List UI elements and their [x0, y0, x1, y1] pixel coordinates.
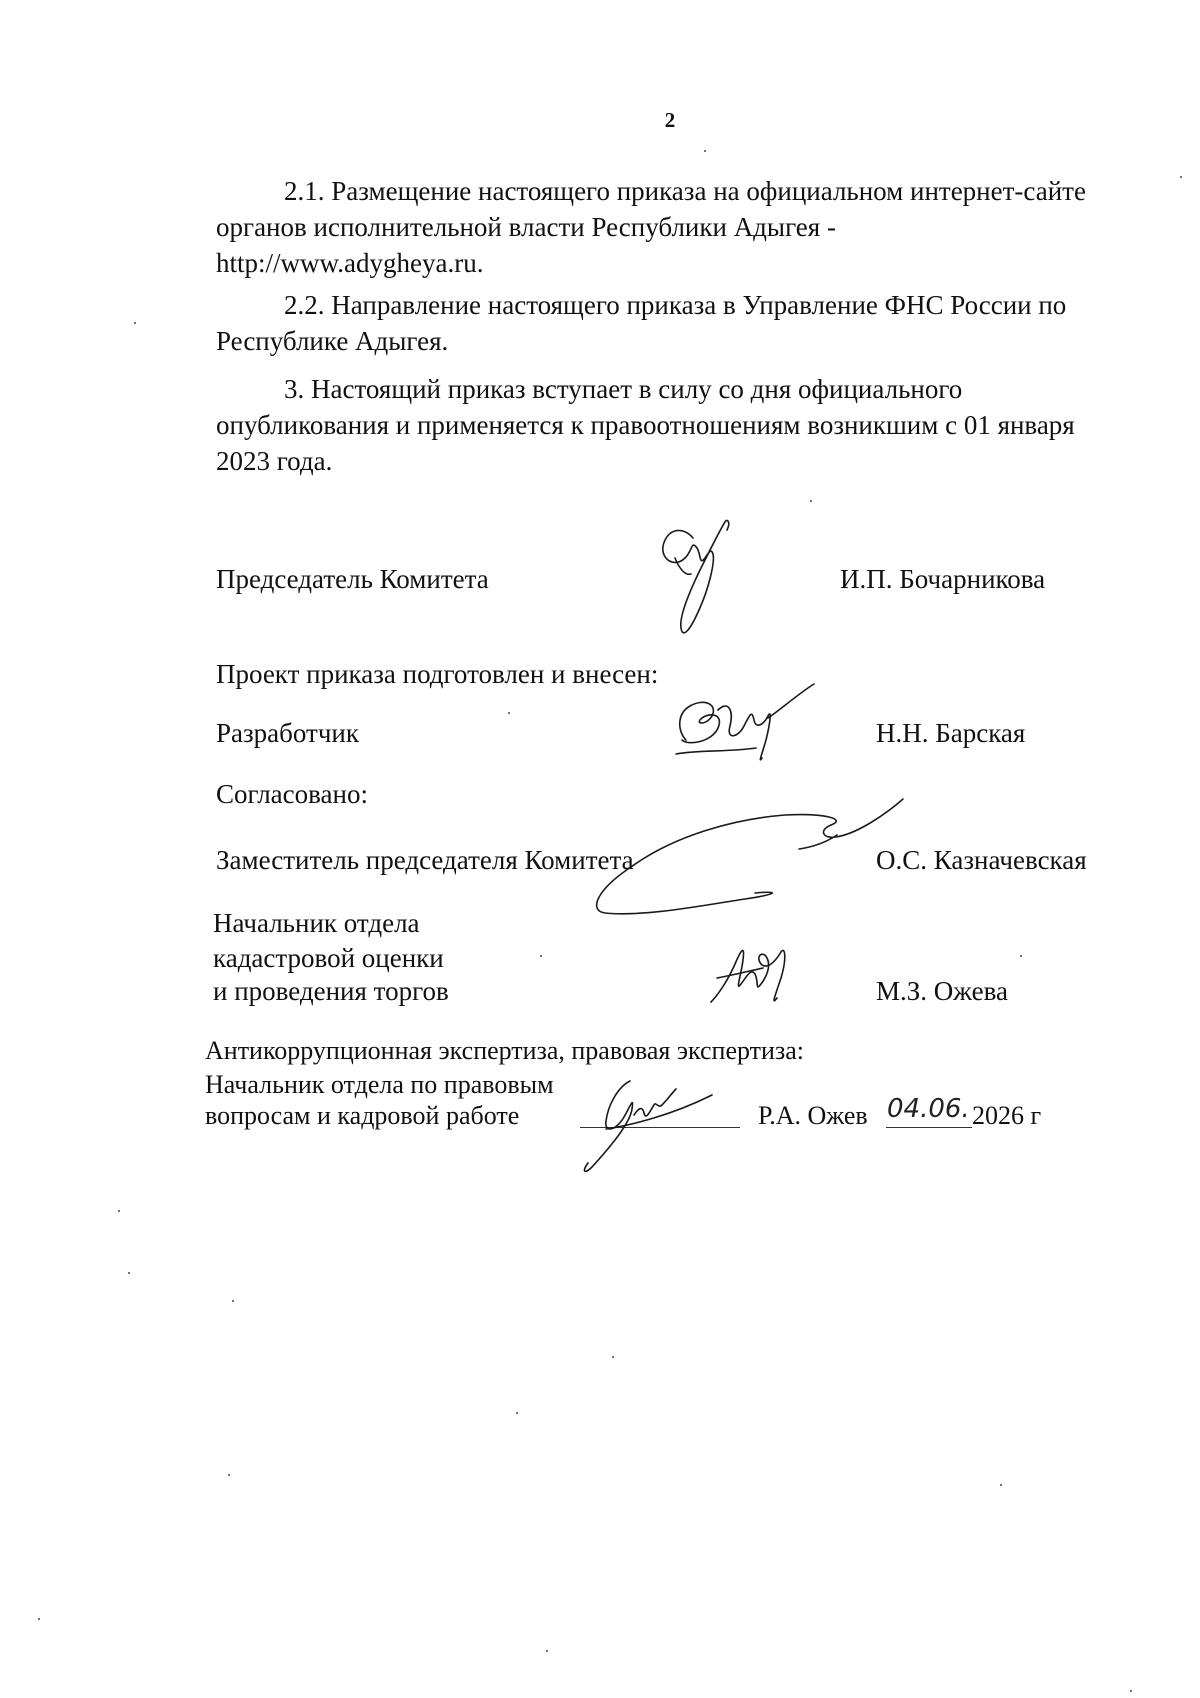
word: дня: [750, 374, 792, 404]
agreed-label: Согласовано:: [216, 779, 368, 809]
head-cadastral-position-line-1: Начальник отдела: [213, 908, 420, 938]
word: исполнительной: [313, 212, 502, 242]
developer-position: Разработчик: [216, 718, 359, 748]
legal-position-line-1: Начальник отдела по правовым: [205, 1070, 554, 1099]
paragraph-3-line-2: опубликования и применяется к правоотношениям возникшим с 01 января: [216, 410, 1075, 440]
developer-name: Н.Н. Барская: [876, 718, 1026, 748]
word: Адыгея: [733, 212, 821, 242]
paragraph-3-line-3: 2023 года.: [216, 446, 333, 476]
word: Республики: [591, 212, 727, 242]
paragraph-2-1-line-1: 2.1. Размещение настоящего приказа на официальном интернет-сайте: [284, 176, 1086, 206]
paragraph-2-1-line-3: http://www.adygheya.ru.: [216, 248, 484, 278]
deputy-name: О.С. Казначевская: [876, 845, 1087, 875]
word: приказ: [447, 374, 526, 404]
word: в: [638, 374, 652, 404]
word: органов: [216, 212, 307, 242]
legal-name: Р.А. Ожев: [758, 1101, 868, 1130]
prepared-label: Проект приказа подготовлен и внесен:: [216, 659, 659, 689]
word: -: [826, 212, 836, 242]
chairman-position: Председатель Комитета: [216, 564, 489, 594]
expertise-label: Антикоррупционная экспертиза, правовая экспертиза:: [205, 1036, 804, 1065]
word: власти: [508, 212, 585, 242]
year-suffix: 2026 г: [972, 1101, 1042, 1130]
paragraph-2-2-line-1: 2.2. Направление настоящего приказа в Управление ФНС России по: [284, 290, 1067, 320]
word: силу: [658, 374, 712, 404]
page-number: 2: [664, 108, 676, 132]
paragraph-2-2-line-2: Республике Адыгея.: [216, 326, 449, 356]
word: со: [718, 374, 744, 404]
chairman-name: И.П. Бочарникова: [840, 564, 1046, 594]
legal-position-line-2: вопросам и кадровой работе: [205, 1101, 520, 1130]
head-cadastral-name: М.З. Ожева: [876, 976, 1008, 1006]
word: Настоящий: [311, 374, 442, 404]
word: официального: [798, 374, 963, 404]
head-cadastral-position-line-3: и проведения торгов: [213, 976, 449, 1006]
word: 3.: [284, 374, 305, 404]
head-cadastral-position-line-2: кадастровой оценки: [213, 943, 444, 973]
word: вступает: [532, 374, 633, 404]
deputy-position: Заместитель председателя Комитета: [216, 845, 634, 875]
handwritten-date: 04.06.: [887, 1094, 970, 1124]
